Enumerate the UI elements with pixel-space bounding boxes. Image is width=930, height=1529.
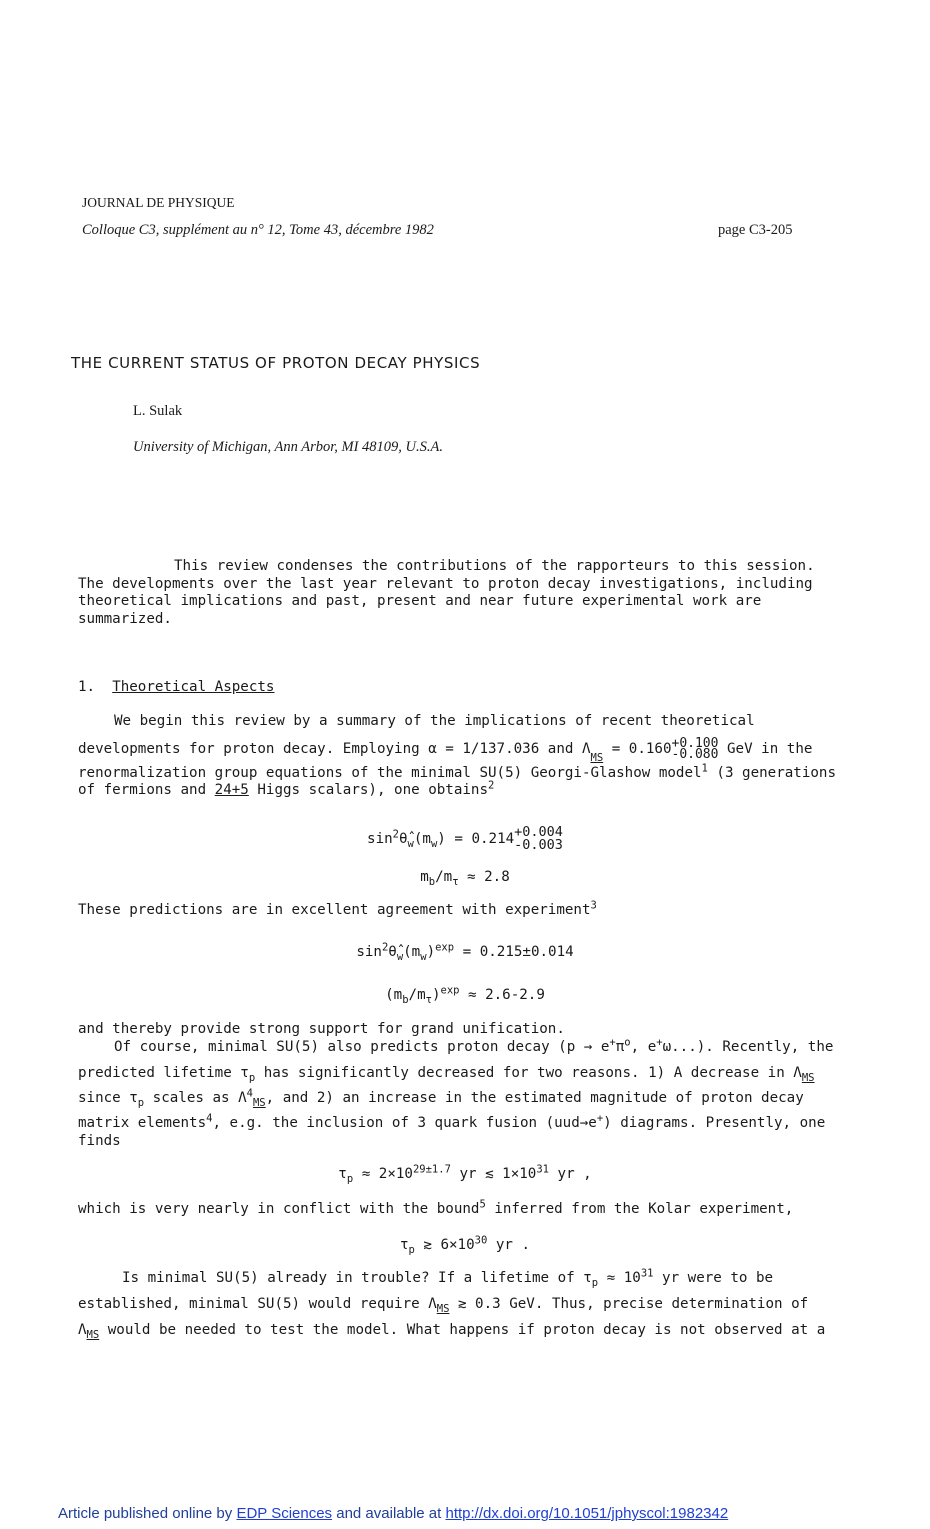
edp-sciences-link[interactable]: EDP Sciences bbox=[236, 1505, 333, 1522]
paragraph-line: since $\tau_p$ scales as $\Lambda^4_{MS}$, and 2) an increase in the estimated magnitude of proton decay bbox=[78, 1087, 804, 1109]
paragraph-line: These predictions are in excellent agreement with experiment$^3$ bbox=[78, 899, 597, 918]
paragraph-line: renormalization group equations of the minimal SU(5) Georgi-Glashow model$^1$ (3 generations bbox=[78, 762, 836, 781]
doi-link[interactable]: http://dx.doi.org/10.1051/jphyscol:1982342 bbox=[445, 1505, 729, 1522]
section-heading bbox=[78, 679, 274, 697]
equation-lifetime-prediction: $\tau_p \approx 2\times 10^{29\pm 1.7}$ yr ≲ $1\times 10^{31}$ yr , bbox=[338, 1163, 592, 1185]
publisher-footer: Article published online by EDP Sciences and available at http://dx.doi.org/10.1051/jphyscol:1982342 bbox=[58, 1505, 729, 1522]
paragraph-line: finds bbox=[78, 1133, 121, 1149]
paragraph-line: Of course, minimal SU(5) also predicts proton decay ($p \to e^+\pi^o$, e+ω...). Recently, the bbox=[114, 1036, 834, 1055]
author-affiliation: University of Michigan, Ann Arbor, MI 48109, U.S.A. bbox=[133, 439, 443, 455]
equation-lifetime-bound: $\tau_p$ ≳ $6\times 10^{30}$ yr . bbox=[399, 1234, 531, 1256]
paragraph-line: developments for proton decay. Employing α = 1/137.036 and $\Lambda_{MS} = 0.160$ +0.100 -0.080 GeV in the bbox=[78, 736, 813, 764]
section-number: 1. bbox=[78, 679, 96, 695]
paragraph-line: and thereby provide strong support for grand unification. bbox=[78, 1021, 565, 1037]
equation-mass-ratio: $m_b/m_\tau \approx 2.8$ bbox=[420, 869, 510, 888]
paragraph-line: which is very nearly in conflict with the bound$^5$ inferred from the Kolar experiment, bbox=[78, 1198, 794, 1217]
colloque-info: Colloque C3, supplément au n° 12, Tome 43, décembre 1982 bbox=[82, 222, 434, 238]
paragraph-line: $\Lambda_{MS}$ would be needed to test the model. What happens if proton decay is not observed at a bbox=[78, 1322, 826, 1341]
equation-weak-angle: $\sin^2\thetâ_w(m_w) = 0.214$ +0.004 -0.003 bbox=[367, 824, 563, 853]
paragraph-line: of fermions and 24+5 Higgs scalars), one obtains$^2$ bbox=[78, 779, 495, 798]
abstract-line: theoretical implications and past, present and near future experimental work are bbox=[78, 593, 762, 609]
abstract-line: summarized. bbox=[78, 610, 172, 627]
paragraph-line: established, minimal SU(5) would require $\Lambda_{MS}$ ≳ 0.3 GeV. Thus, precise determination of bbox=[78, 1296, 809, 1315]
paragraph-line: predicted lifetime $\tau_p$ has significantly decreased for two reasons. 1) A decrease in $\Lambda_{MS}$ bbox=[78, 1065, 815, 1084]
paragraph-line: matrix elements$^4$, e.g. the inclusion of 3 quark fusion (uud→e+) diagrams. Presently, one bbox=[78, 1112, 826, 1131]
paragraph-line: We begin this review by a summary of the implications of recent theoretical bbox=[114, 713, 755, 729]
abstract-line: The developments over the last year relevant to proton decay investigations, including bbox=[78, 575, 813, 592]
author-name: L. Sulak bbox=[133, 403, 183, 419]
paper-title: THE CURRENT STATUS OF PROTON DECAY PHYSICS bbox=[71, 354, 481, 372]
journal-name: JOURNAL DE PHYSIQUE bbox=[82, 195, 235, 210]
equation-mass-ratio-exp: $(m_b/m_\tau)^{exp} \approx 2.6-2.9$ bbox=[385, 984, 545, 1006]
abstract-line: This review condenses the contributions of the rapporteurs to this session. bbox=[174, 558, 815, 574]
paragraph-line: Is minimal SU(5) already in trouble? If a lifetime of $\tau_p \approx 10^{31}$ yr were to be bbox=[122, 1267, 774, 1289]
equation-weak-angle-exp: $\sin^2\thetâ_w(m_w)^{exp} = 0.215\pm 0.014$ bbox=[356, 941, 574, 963]
page-number: page C3-205 bbox=[718, 222, 793, 238]
abstract bbox=[78, 558, 868, 628]
section-title: Theoretical Aspects bbox=[112, 679, 275, 695]
